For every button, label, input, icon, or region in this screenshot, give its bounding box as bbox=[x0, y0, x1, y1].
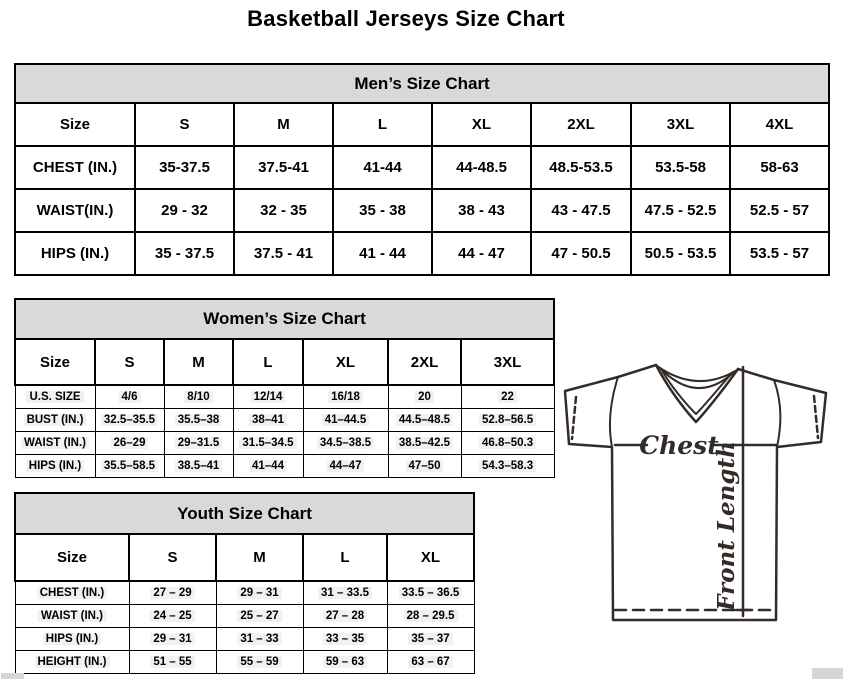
mens-cell: 44 - 47 bbox=[432, 232, 531, 275]
womens-size-table bbox=[14, 298, 555, 478]
youth-cell: 25 – 27 bbox=[216, 605, 303, 628]
mens-cell: 47 - 50.5 bbox=[531, 232, 631, 275]
womens-cell: 38–41 bbox=[233, 409, 303, 432]
mens-col-header: XL bbox=[432, 103, 531, 146]
youth-cell: 28 – 29.5 bbox=[387, 605, 474, 628]
youth-cell: 59 – 63 bbox=[303, 651, 387, 674]
mens-cell: 35 - 37.5 bbox=[135, 232, 234, 275]
right-armhole-seam bbox=[774, 380, 780, 447]
mens-cell: 29 - 32 bbox=[135, 189, 234, 232]
womens-row-label: U.S. SIZE bbox=[15, 385, 95, 409]
womens-cell: 46.8–50.3 bbox=[461, 432, 554, 455]
youth-cell: 27 – 28 bbox=[303, 605, 387, 628]
youth-cell: 55 – 59 bbox=[216, 651, 303, 674]
womens-col-header: 2XL bbox=[388, 339, 461, 385]
youth-cell: 24 – 25 bbox=[129, 605, 216, 628]
chest-label: Chest bbox=[639, 431, 719, 460]
womens-row-label: BUST (IN.) bbox=[15, 409, 95, 432]
womens-cell: 44–47 bbox=[303, 455, 388, 478]
mens-col-header: 3XL bbox=[631, 103, 730, 146]
mens-cell: 44-48.5 bbox=[432, 146, 531, 189]
womens-cell: 35.5–38 bbox=[164, 409, 233, 432]
mens-cell: 41 - 44 bbox=[333, 232, 432, 275]
mens-cell: 47.5 - 52.5 bbox=[631, 189, 730, 232]
womens-cell: 54.3–58.3 bbox=[461, 455, 554, 478]
page-title: Basketball Jerseys Size Chart bbox=[247, 6, 565, 31]
mens-col-header: 4XL bbox=[730, 103, 829, 146]
youth-cell: 31 – 33 bbox=[216, 628, 303, 651]
front-length-label: Front Length bbox=[713, 441, 740, 611]
womens-col-header: Size bbox=[15, 339, 95, 385]
mens-cell: 53.5 - 57 bbox=[730, 232, 829, 275]
womens-cell: 29–31.5 bbox=[164, 432, 233, 455]
womens-row-label: WAIST (IN.) bbox=[15, 432, 95, 455]
mens-col-header: 2XL bbox=[531, 103, 631, 146]
womens-cell: 20 bbox=[388, 385, 461, 409]
youth-row-label: WAIST (IN.) bbox=[15, 605, 129, 628]
mens-cell: 41-44 bbox=[333, 146, 432, 189]
womens-col-header: XL bbox=[303, 339, 388, 385]
womens-col-header: S bbox=[95, 339, 164, 385]
womens-col-header: L bbox=[233, 339, 303, 385]
womens-col-header: M bbox=[164, 339, 233, 385]
youth-cell: 63 – 67 bbox=[387, 651, 474, 674]
mens-row-label: HIPS (IN.) bbox=[15, 232, 135, 275]
mens-cell: 35 - 38 bbox=[333, 189, 432, 232]
youth-cell: 51 – 55 bbox=[129, 651, 216, 674]
youth-col-header: L bbox=[303, 534, 387, 581]
mens-cell: 52.5 - 57 bbox=[730, 189, 829, 232]
youth-cell: 33.5 – 36.5 bbox=[387, 581, 474, 605]
mens-col-header: M bbox=[234, 103, 333, 146]
youth-row-label: CHEST (IN.) bbox=[15, 581, 129, 605]
youth-table-title: Youth Size Chart bbox=[15, 493, 474, 534]
mens-cell: 37.5-41 bbox=[234, 146, 333, 189]
womens-cell: 32.5–35.5 bbox=[95, 409, 164, 432]
womens-cell: 44.5–48.5 bbox=[388, 409, 461, 432]
mens-cell: 35-37.5 bbox=[135, 146, 234, 189]
mens-row-label: CHEST (IN.) bbox=[15, 146, 135, 189]
mens-cell: 37.5 - 41 bbox=[234, 232, 333, 275]
youth-cell: 35 – 37 bbox=[387, 628, 474, 651]
youth-cell: 33 – 35 bbox=[303, 628, 387, 651]
youth-col-header: S bbox=[129, 534, 216, 581]
womens-cell: 38.5–42.5 bbox=[388, 432, 461, 455]
youth-row-label: HIPS (IN.) bbox=[15, 628, 129, 651]
mens-table-title: Men’s Size Chart bbox=[15, 64, 829, 103]
youth-size-table bbox=[14, 492, 475, 674]
mens-cell: 48.5-53.5 bbox=[531, 146, 631, 189]
youth-cell: 31 – 33.5 bbox=[303, 581, 387, 605]
womens-cell: 47–50 bbox=[388, 455, 461, 478]
youth-col-header: M bbox=[216, 534, 303, 581]
womens-cell: 41–44 bbox=[233, 455, 303, 478]
womens-cell: 41–44.5 bbox=[303, 409, 388, 432]
womens-cell: 35.5–58.5 bbox=[95, 455, 164, 478]
bottom-left-handle bbox=[1, 673, 24, 679]
jersey-outline bbox=[565, 365, 826, 620]
youth-cell: 27 – 29 bbox=[129, 581, 216, 605]
mens-col-header: L bbox=[333, 103, 432, 146]
womens-cell: 38.5–41 bbox=[164, 455, 233, 478]
womens-cell: 22 bbox=[461, 385, 554, 409]
left-armhole-seam bbox=[610, 377, 618, 447]
youth-cell: 29 – 31 bbox=[216, 581, 303, 605]
mens-cell: 50.5 - 53.5 bbox=[631, 232, 730, 275]
mens-cell: 43 - 47.5 bbox=[531, 189, 631, 232]
mens-cell: 58-63 bbox=[730, 146, 829, 189]
womens-cell: 8/10 bbox=[164, 385, 233, 409]
jersey-diagram bbox=[560, 360, 840, 628]
youth-row-label: HEIGHT (IN.) bbox=[15, 651, 129, 674]
womens-table-title: Women’s Size Chart bbox=[15, 299, 554, 339]
womens-cell: 12/14 bbox=[233, 385, 303, 409]
mens-cell: 38 - 43 bbox=[432, 189, 531, 232]
womens-cell: 34.5–38.5 bbox=[303, 432, 388, 455]
right-cuff-dashed-line bbox=[814, 396, 818, 438]
womens-cell: 31.5–34.5 bbox=[233, 432, 303, 455]
womens-cell: 4/6 bbox=[95, 385, 164, 409]
bottom-right-handle bbox=[812, 668, 843, 679]
womens-col-header: 3XL bbox=[461, 339, 554, 385]
youth-col-header: XL bbox=[387, 534, 474, 581]
left-cuff-dashed-line bbox=[572, 397, 576, 439]
youth-col-header: Size bbox=[15, 534, 129, 581]
mens-col-header: S bbox=[135, 103, 234, 146]
womens-cell: 26–29 bbox=[95, 432, 164, 455]
mens-row-label: WAIST(IN.) bbox=[15, 189, 135, 232]
mens-cell: 53.5-58 bbox=[631, 146, 730, 189]
mens-cell: 32 - 35 bbox=[234, 189, 333, 232]
womens-cell: 52.8–56.5 bbox=[461, 409, 554, 432]
womens-row-label: HIPS (IN.) bbox=[15, 455, 95, 478]
womens-cell: 16/18 bbox=[303, 385, 388, 409]
mens-col-header: Size bbox=[15, 103, 135, 146]
youth-cell: 29 – 31 bbox=[129, 628, 216, 651]
mens-size-table bbox=[14, 63, 830, 276]
